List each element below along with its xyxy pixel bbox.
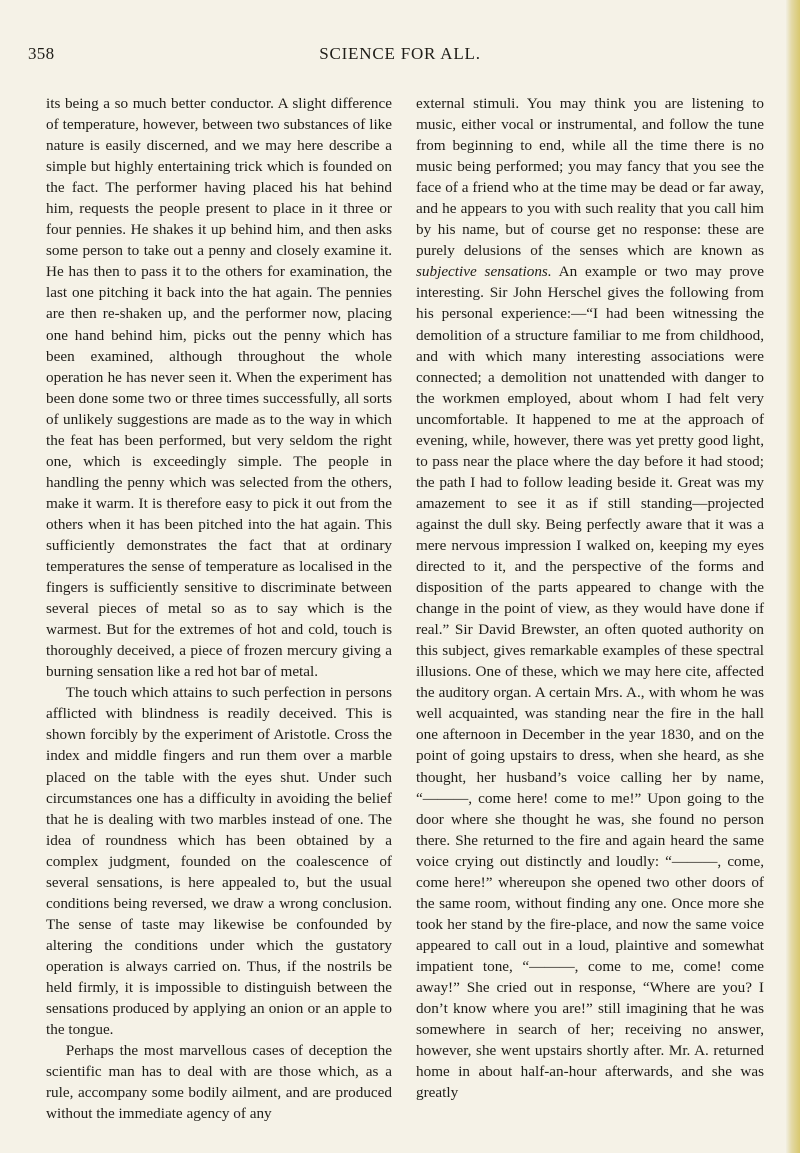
right-column xyxy=(416,93,764,1103)
running-title: SCIENCE FOR ALL. xyxy=(319,44,481,63)
paragraph xyxy=(416,93,764,1103)
page-edge-shading xyxy=(786,0,800,1153)
left-column xyxy=(46,93,392,1124)
page-number: 358 xyxy=(28,44,55,63)
paragraph: The touch which attains to such perfection in persons afflicted with blindness is readily deceived. This is shown forcibly by the experiment of Aristotle. Cross the index and middle fingers and run them over a marble placed on the table with the eyes shut. Under such circumstances one has a difficulty in avoiding the belief that he is dealing with two marbles instead of one. The idea of roundness which has been obtained by a complex judgment, founded on the coalescence of several sensations, is here appealed to, but the usual conditions being reversed, we draw a wrong conclusion. The sense of taste may likewise be confounded by altering the conditions under which the gustatory operation is always carried on. Thus, if the nostrils be held firmly, it is impossible to distinguish between the sensations produced by applying an onion or an apple to the tongue. xyxy=(46,684,392,1039)
paragraph-text: An example or two may prove interesting. Sir John Herschel gives the following from his personal experience:—“I had been witnessing the demolition of a structure familiar to me from childhood, and with which many interesting associations were connected; a demolition not unattended with danger to the workmen employed, about whom I had felt very uncomfortable. It happened to me at the approach of evening, while, however, there was yet pretty good light, to pass near the place where the day before it had stood; the path I had to follow leading beside it. Great was my amazement to see it as if still standing—projected against the dull sky. Being perfectly aware that it was a mere nervous impression I walked on, keeping my eyes directed to it, and the perspective of the forms and disposition of the parts appeared to change with the change in the point of view, as they would have done if real.” Sir David Brewster, an often quoted authority on this subject, gives remarkable examples of these spectral illusions. One of these, which we may here cite, affected the auditory organ. A certain Mrs. A., with whom he was well acquainted, was standing near the fire in the hall one afternoon in December in the year 1830, and on the point of going upstairs to dress, when she heard, as she thought, her husband’s voice calling her by name, “———, come here! come to me!” Upon going to the door where she thought he was, she found no person there. She returned to the fire and again heard the same voice crying out distinctly and loudly: “———, come, come here!” whereupon she opened two other doors of the same room, without finding any one. Once more she took her stand by the fire-place, and now the same voice appeared to call out in a loud, plaintive and somewhat impatient tone, “———, come to me, come! come away!” She cried out in response, “Where are you? I don’t know where you are!” still imagining that he was somewhere in search of her; receiving no answer, however, she went upstairs shortly after. Mr. A. returned home in about half-an-hour afterwards, and she was greatly xyxy=(416,263,764,1102)
paragraph-text: external stimuli. You may think you are listening to music, either vocal or instrumental, and follow the tune from beginning to end, while all the time there is no music being performed; you may fancy that you see the face of a friend who at the time may be dead or far away, and he appears to you with such reality that you call him by his name, but of course get no response: these are purely delusions of the senses which are known as xyxy=(416,95,764,260)
italic-term: subjective sensations. xyxy=(416,263,552,281)
paragraph: its being a so much better conductor. A slight difference of temperature, however, between two substances of like nature is easily discerned, and we may here describe a simple but highly entertaining trick which is founded on the fact. The performer having placed his hat behind him, requests the people present to place in it three or four pennies. He shakes it up behind him, and then asks some person to take out a penny and closely examine it. He has then to pass it to the others for examination, the last one pitching it back into the hat again. The pennies are then re-shaken up, and the performer now, placing one hand behind him, picks out the penny which has been examined, although throughout the whole operation he has never seen it. When the experiment has been done some two or three times successfully, all sorts of unlikely suggestions are made as to the way in which the feat has been performed, but very seldom the right one, which is exceedingly simple. The people in handling the penny which was selected from the others, make it warm. It is therefore easy to pick it out from the others when it has been pitched into the hat again. This sufficiently demonstrates the fact that at ordinary temperatures the sense of temperature as localised in the fingers is sufficiently sensitive to discriminate between several pieces of metal so as to say which is the warmest. But for the extremes of hot and cold, touch is thoroughly deceived, a piece of frozen mercury giving a burning sensation like a red hot bar of metal. xyxy=(46,95,392,681)
paragraph: Perhaps the most marvellous cases of deception the scientific man has to deal with are those which, as a rule, accompany some bodily ailment, and are produced without the immediate agency of any xyxy=(46,1042,392,1123)
page-header xyxy=(28,44,772,68)
